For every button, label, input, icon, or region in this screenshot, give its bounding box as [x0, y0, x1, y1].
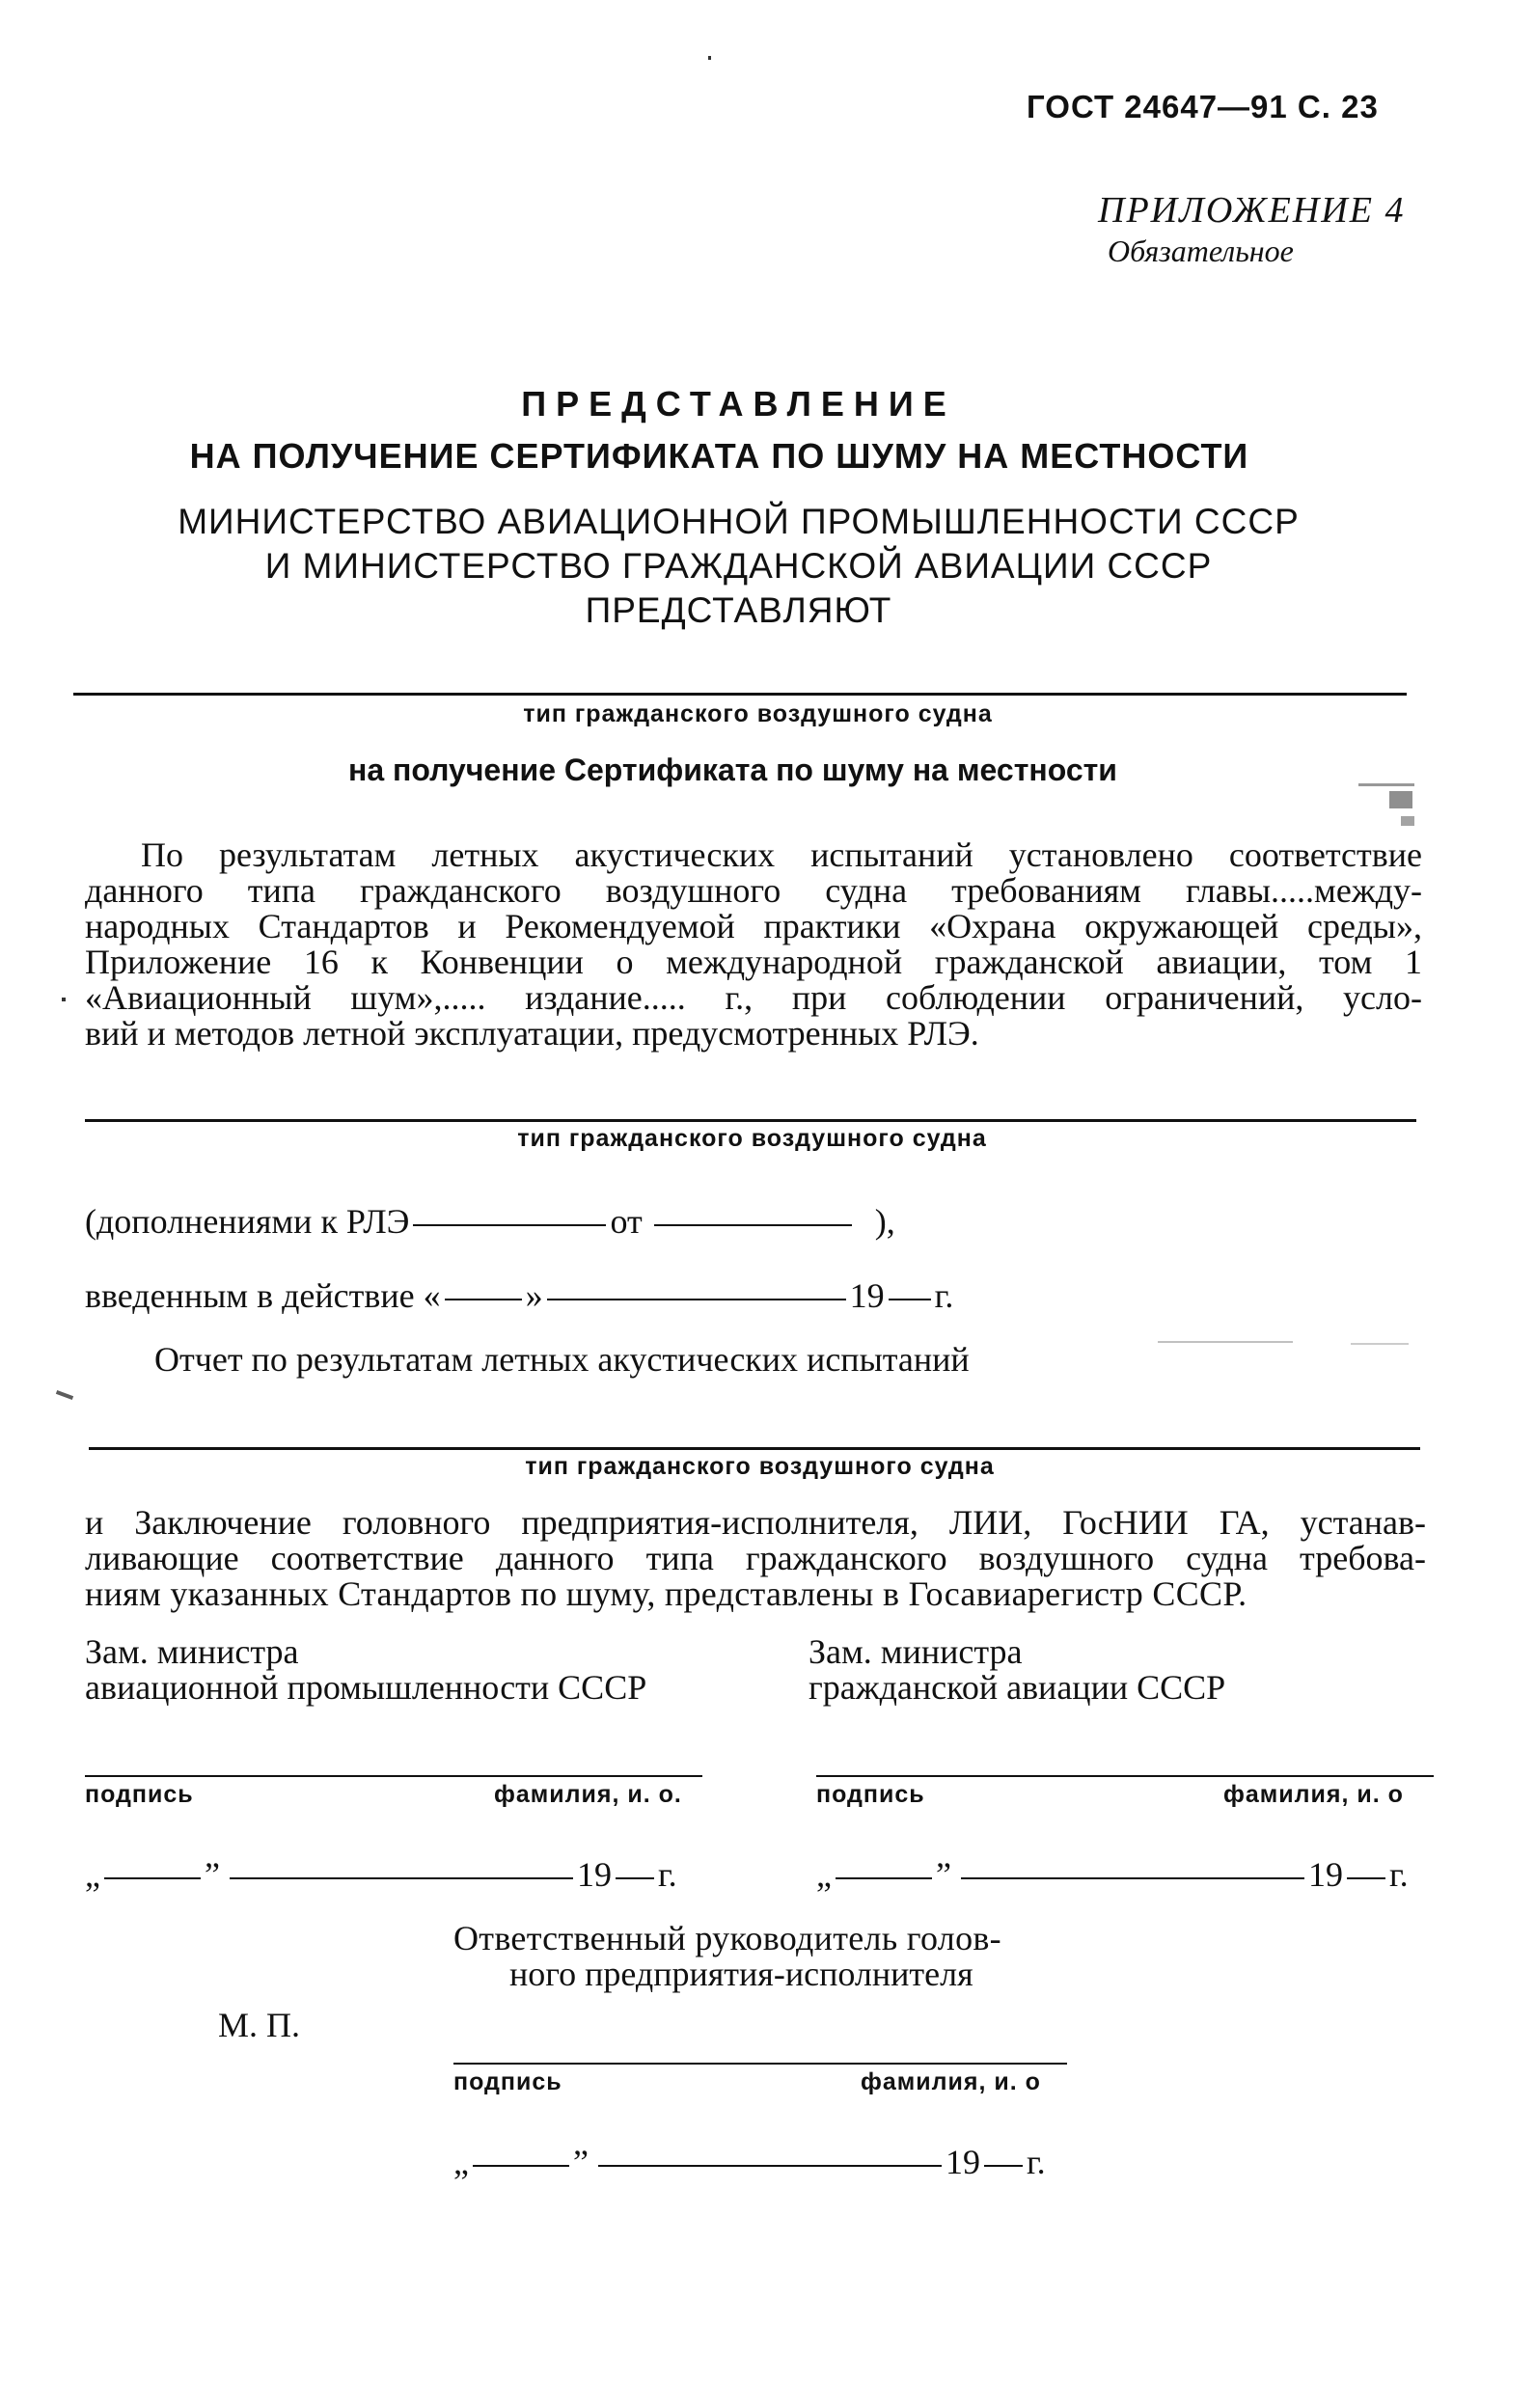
right-date-close: ” [935, 1855, 951, 1894]
left-date-open: „ [85, 1855, 100, 1894]
supplements-line [85, 1203, 895, 1240]
responsible-date-open: „ [453, 2143, 469, 2181]
enacted-suffix: г. [934, 1276, 954, 1315]
right-date-year-field[interactable] [1347, 1877, 1385, 1879]
responsible-name-label: фамилия, и. о [861, 2068, 1041, 2095]
right-date-year: 19 [1307, 1855, 1343, 1894]
responsible-date-year: 19 [945, 2143, 980, 2181]
aircraft-type-field-1[interactable] [73, 693, 1407, 696]
appendix-status: Обязательное [1108, 233, 1294, 268]
left-signature-field[interactable] [85, 1775, 702, 1777]
scan-speck [1389, 791, 1412, 808]
paragraph-line: «Авиационный шум»,..... издание..... г., при соблюдении ограничений, усло- [85, 978, 1422, 1017]
doc-subtitle: НА ПОЛУЧЕНИЕ СЕРТИФИКАТА ПО ШУМУ НА МЕСТНОСТИ [189, 436, 1249, 476]
left-date-year: 19 [576, 1855, 612, 1894]
paragraph-line: ливающие соответствие данного типа гражданского воздушного судна требова- [85, 1539, 1426, 1577]
supplements-suffix: ), [874, 1202, 895, 1241]
paragraph-line: вий и методов летной эксплуатации, предусмотренных РЛЭ. [85, 1014, 979, 1053]
enacted-mid: » [525, 1276, 543, 1315]
scan-speck [708, 56, 711, 60]
right-date-open: „ [816, 1855, 832, 1894]
paragraph-conclusion [85, 1505, 1426, 1612]
responsible-date-day-field[interactable] [473, 2165, 569, 2167]
left-signatory-title-1: Зам. министра [85, 1632, 299, 1671]
scan-speck [1358, 783, 1414, 786]
paragraph-line: данного типа гражданского воздушного судна требованиям главы.....между- [85, 871, 1422, 910]
appendix-label: ПРИЛОЖЕНИЕ 4 [1098, 190, 1406, 231]
ministry-line-1: МИНИСТЕРСТВО АВИАЦИОННОЙ ПРОМЫШЛЕННОСТИ СССР [178, 502, 1300, 541]
doc-title: ПРЕДСТАВЛЕНИЕ [521, 384, 956, 424]
responsible-line-1: Ответственный руководитель голов- [453, 1919, 1001, 1957]
scan-speck [1401, 816, 1414, 826]
left-date-close: ” [204, 1855, 220, 1894]
paragraph-line: По результатам летных акустических испытаний установлено соответствие [141, 835, 1422, 874]
right-signatory-title-2: гражданской авиации СССР [809, 1668, 1226, 1707]
responsible-line-2: ного предприятия-исполнителя [509, 1955, 973, 1993]
enacted-prefix: введенным в действие « [85, 1276, 441, 1315]
enacted-month-field[interactable] [547, 1299, 846, 1300]
stamp-placeholder: М. П. [218, 2006, 301, 2044]
responsible-date-close: ” [572, 2143, 589, 2181]
enacted-year-field[interactable] [889, 1299, 931, 1300]
right-name-label: фамилия, и. о [1223, 1781, 1404, 1808]
ministry-line-3: ПРЕДСТАВЛЯЮТ [585, 590, 892, 630]
responsible-date-month-field[interactable] [598, 2165, 942, 2167]
scan-speck [1158, 1341, 1293, 1343]
right-date-suffix: г. [1388, 1855, 1409, 1894]
supplements-date-field[interactable] [654, 1224, 852, 1226]
aircraft-type-field-3[interactable] [89, 1447, 1420, 1450]
supplements-from: от [610, 1202, 643, 1241]
left-signature-label: подпись [85, 1781, 194, 1808]
scan-speck [56, 1390, 73, 1400]
supplements-prefix: (дополнениями к РЛЭ [85, 1202, 410, 1241]
scan-speck [1351, 1343, 1409, 1345]
certificate-line: на получение Сертификата по шуму на местности [348, 752, 1117, 787]
report-line: Отчет по результатам летных акустических испытаний [154, 1340, 970, 1379]
aircraft-type-caption-2: тип гражданского воздушного судна [517, 1125, 987, 1152]
left-date-line [85, 1856, 677, 1893]
aircraft-type-caption-1: тип гражданского воздушного судна [523, 700, 993, 727]
gost-reference: ГОСТ 24647—91 С. 23 [1027, 89, 1379, 124]
left-name-label: фамилия, и. о. [494, 1781, 682, 1808]
paragraph-line: ниям указанных Стандартов по шуму, представлены в Госавиарегистр СССР. [85, 1574, 1247, 1613]
right-date-day-field[interactable] [836, 1877, 932, 1879]
supplements-field[interactable] [413, 1224, 606, 1226]
paragraph-line: и Заключение головного предприятия-исполнителя, ЛИИ, ГосНИИ ГА, устанав- [85, 1503, 1426, 1542]
right-signatory-title-1: Зам. министра [809, 1632, 1023, 1671]
left-date-month-field[interactable] [230, 1877, 573, 1879]
paragraph-compliance [85, 837, 1422, 1052]
right-date-line [816, 1856, 1409, 1893]
ministry-line-2: И МИНИСТЕРСТВО ГРАЖДАНСКОЙ АВИАЦИИ СССР [264, 546, 1213, 586]
scan-speck [62, 998, 66, 1001]
right-signature-field[interactable] [816, 1775, 1434, 1777]
responsible-date-line [453, 2144, 1046, 2180]
aircraft-type-caption-3: тип гражданского воздушного судна [525, 1453, 995, 1480]
aircraft-type-field-2[interactable] [85, 1119, 1416, 1122]
left-signatory-title-2: авиационной промышленности СССР [85, 1668, 647, 1707]
responsible-signature-label: подпись [453, 2068, 562, 2095]
enacted-line [85, 1277, 953, 1314]
responsible-signature-field[interactable] [453, 2063, 1067, 2065]
left-date-day-field[interactable] [104, 1877, 201, 1879]
right-signature-label: подпись [816, 1781, 925, 1808]
enacted-year: 19 [849, 1276, 885, 1315]
paragraph-line: Приложение 16 к Конвенции о международной гражданской авиации, том 1 [85, 943, 1422, 981]
enacted-day-field[interactable] [445, 1299, 522, 1300]
paragraph-line: народных Стандартов и Рекомендуемой практики «Охрана окружающей среды», [85, 907, 1422, 945]
left-date-year-field[interactable] [616, 1877, 654, 1879]
responsible-date-suffix: г. [1026, 2143, 1046, 2181]
left-date-suffix: г. [657, 1855, 677, 1894]
right-date-month-field[interactable] [961, 1877, 1304, 1879]
responsible-date-year-field[interactable] [984, 2165, 1023, 2167]
